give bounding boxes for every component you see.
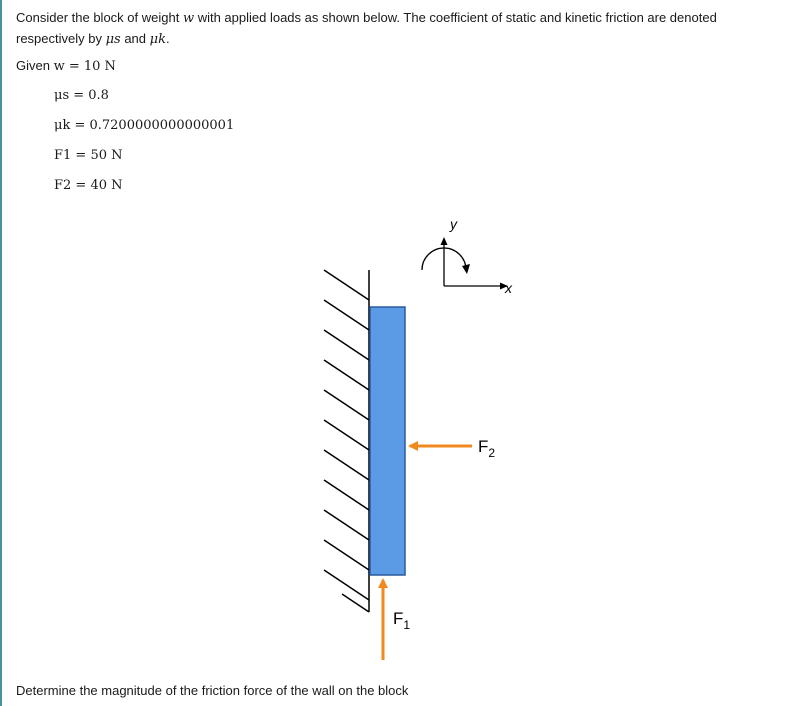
force-f1-label: $F_1$ — [393, 609, 411, 632]
y-axis-label: y — [450, 216, 457, 232]
coordinate-axes — [422, 216, 513, 296]
param-f2: F2 = 40 N — [54, 178, 123, 193]
question-text: Determine the magnitude of the friction force of the wall on the block — [16, 683, 409, 698]
intro-end: . — [165, 31, 170, 46]
intro-text-1: Consider the block of weight — [16, 10, 183, 25]
rotation-arrowhead — [462, 264, 470, 274]
intro-var-mus: μs — [105, 32, 121, 47]
force-f2-label: $F_2$ — [478, 437, 496, 460]
y-axis-arrowhead — [441, 237, 448, 245]
param-mu-s: μs = 0.8 — [54, 88, 109, 103]
given-label: Given — [16, 58, 54, 73]
intro-and: and — [120, 31, 150, 46]
wall-hatching — [324, 270, 369, 612]
given-w: w = 10 N — [53, 59, 116, 74]
x-axis-label: x — [505, 280, 512, 296]
intro-text-2: with applied loads as shown below. The coefficient of static and kinetic friction are denoted respectively by — [16, 10, 717, 46]
block — [370, 307, 405, 575]
param-mu-k: μk = 0.7200000000000001 — [54, 118, 235, 133]
param-f1: F1 = 50 N — [54, 148, 123, 163]
intro-var-muk: μk — [149, 32, 166, 47]
intro-var-w: w — [182, 11, 195, 26]
